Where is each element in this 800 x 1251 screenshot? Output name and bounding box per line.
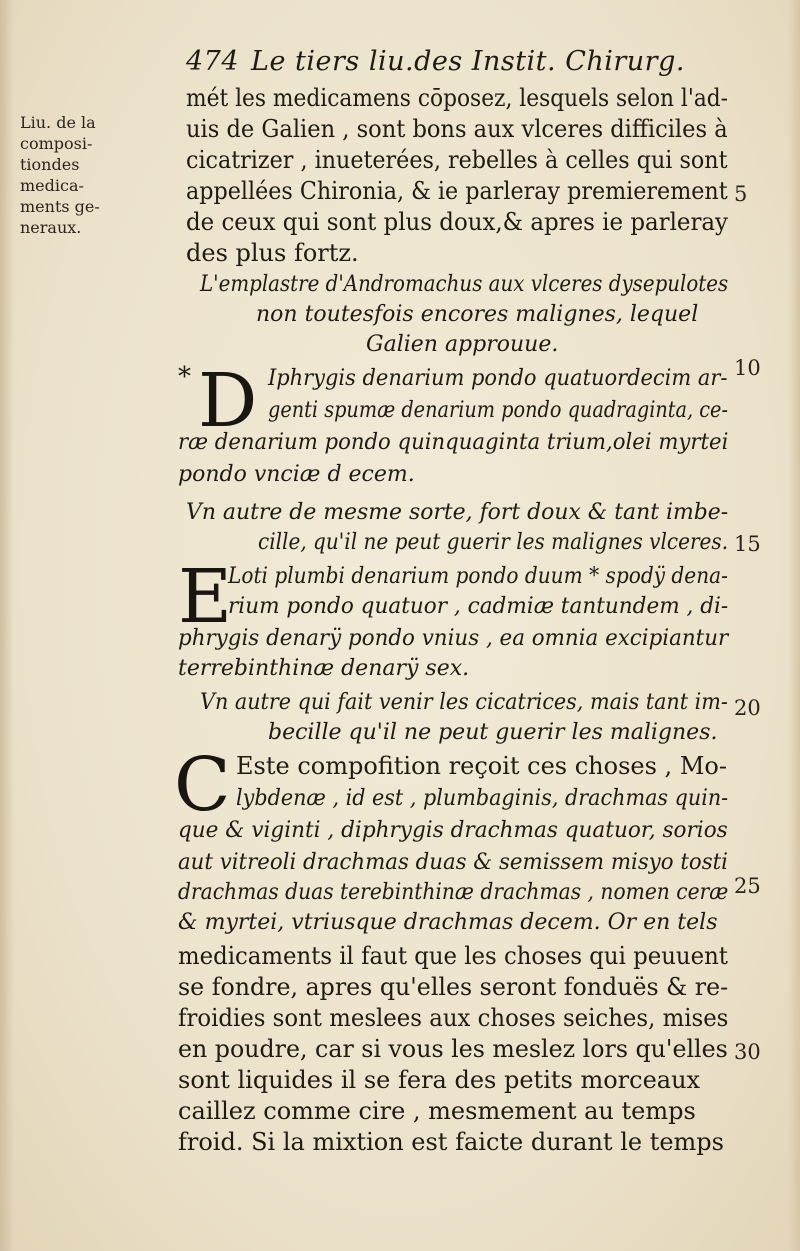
text-line: pondo vnciæ d ecem. — [178, 462, 415, 487]
text-line: uis de Galien , sont bons aux vlceres difficiles à — [186, 115, 728, 143]
running-title: Le tiers liu.des Instit. Chirurg. — [251, 46, 685, 77]
text-line: rium pondo quatuor , cadmiæ tantundem , di- — [228, 594, 729, 619]
margin-note-line: tiondes — [20, 155, 80, 174]
text-line: appellées Chironia, & ie parleray premierement — [186, 177, 728, 205]
text-line: en poudre, car si vous les meslez lors qu'elles — [178, 1035, 728, 1063]
text-line: mét les medicamens cōposez, lesquels selon l'ad- — [186, 84, 729, 112]
text-line: Este compofition reçoit ces choses , Mo- — [236, 752, 727, 780]
asterisk-mark: * — [178, 362, 191, 392]
recipe-title: L'emplastre d'Andromachus aux vlceres dysepulotes — [200, 272, 729, 297]
line-number: 10 — [734, 356, 761, 380]
margin-note-line: medica- — [20, 176, 84, 195]
text-line: froid. Si la mixtion est faicte durant le temps — [178, 1128, 724, 1156]
text-line: se fondre, apres qu'elles seront fonduës & re- — [178, 973, 729, 1001]
margin-note-line: ments ge- — [20, 197, 100, 216]
text-line: froidies sont meslees aux choses seiches, mises — [178, 1004, 729, 1032]
running-header — [186, 46, 685, 77]
text-line: ræ denarium pondo quinquaginta trium,olei myrtei — [178, 430, 729, 455]
text-line: de ceux qui sont plus doux,& apres ie parleray — [186, 208, 728, 236]
line-number: 5 — [734, 182, 748, 206]
line-number: 25 — [734, 874, 761, 898]
line-number: 30 — [734, 1040, 761, 1064]
text-line: genti spumæ denarium pondo quadraginta, ce- — [268, 398, 728, 423]
margin-note-line: composi- — [20, 134, 93, 153]
page-number: 474 — [186, 46, 240, 77]
line-number: 20 — [734, 696, 761, 720]
text-line: caillez comme cire , mesmement au temps — [178, 1097, 696, 1125]
text-line: Iphrygis denarium pondo quatuordecim ar- — [268, 366, 728, 391]
recipe-title: non toutesfois encores malignes, lequel — [256, 302, 699, 327]
text-line: des plus fortz. — [186, 239, 359, 267]
recipe-title: becille qu'il ne peut guerir les malignes. — [268, 720, 718, 745]
drop-cap: E — [178, 554, 233, 640]
text-line: medicaments il faut que les choses qui peuuent — [178, 942, 728, 970]
margin-note — [20, 112, 170, 238]
drop-cap: C — [174, 742, 231, 828]
text-line: drachmas duas terebinthinæ drachmas , nomen ceræ — [178, 880, 729, 905]
text-line: que & viginti , diphrygis drachmas quatuor, sorios — [178, 818, 728, 843]
recipe-title: cille, qu'il ne peut guerir les malignes vlceres. — [258, 530, 729, 555]
text-line: cicatrizer , inueterées, rebelles à celles qui sont — [186, 146, 728, 174]
drop-cap: D — [198, 358, 258, 444]
recipe-title: Vn autre qui fait venir les cicatrices, mais tant im- — [200, 690, 728, 715]
text-line: & myrtei, vtriusque drachmas decem. Or en tels — [178, 910, 718, 935]
recipe-title: Vn autre de mesme sorte, fort doux & tant imbe- — [186, 500, 729, 525]
line-number: 15 — [734, 532, 761, 556]
text-line: phrygis denarÿ pondo vnius , ea omnia excipiantur — [178, 626, 729, 651]
margin-note-line: Liu. de la — [20, 113, 96, 132]
recipe-title: Galien approuue. — [366, 332, 559, 357]
text-line: lybdenæ , id est , plumbaginis, drachmas quin- — [236, 786, 729, 811]
text-line: terrebinthinæ denarÿ sex. — [178, 656, 470, 681]
text-line: sont liquides il se fera des petits morceaux — [178, 1066, 701, 1094]
text-line: Loti plumbi denarium pondo duum * spodÿ dena- — [228, 564, 728, 589]
text-line: aut vitreoli drachmas duas & semissem misyo tosti — [178, 850, 728, 875]
margin-note-line: neraux. — [20, 218, 82, 237]
